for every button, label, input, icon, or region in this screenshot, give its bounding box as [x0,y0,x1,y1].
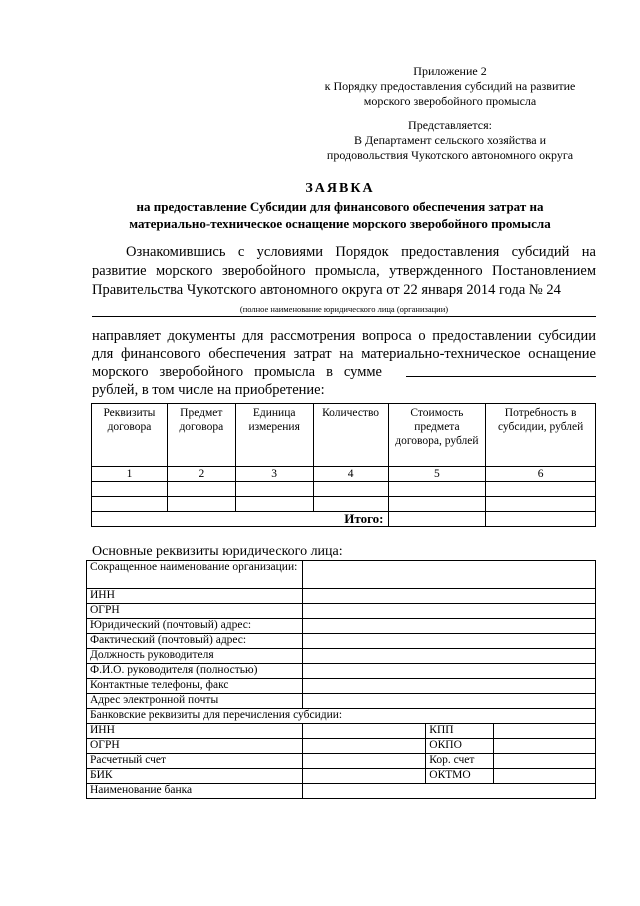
title-subline: материально-техническое оснащение морского зверобойного промысла [129,216,551,231]
requisite-label: Ф.И.О. руководителя (полностью) [87,664,303,679]
bank-label: Расчетный счет [87,754,303,769]
column-header: Единица измерения [235,404,313,467]
bank-row [87,769,596,784]
requisite-row [87,619,596,634]
column-number: 6 [486,467,596,482]
appendix-line: к Порядку предоставления субсидий на развитие [324,79,576,93]
requisite-row [87,679,596,694]
table-cell[interactable] [486,497,596,512]
table-cell[interactable] [92,497,168,512]
requisite-row [87,649,596,664]
intro-line: Правительства Чукотского автономного округа от 22 января 2014 года № 24 [92,282,561,298]
intro-line: Ознакомившись с условиями Порядок предоставления субсидий на [126,244,596,260]
requisite-value[interactable] [302,694,595,709]
requisite-label: Юридический (почтовый) адрес: [87,619,303,634]
submitted-line: продовольствия Чукотского автономного округа [326,148,574,162]
requisite-label: Адрес электронной почты [87,694,303,709]
requisite-label: ОГРН [87,604,303,619]
requisite-row [87,589,596,604]
intro-paragraph [92,243,596,300]
requisites-table [86,560,596,799]
bank-title-row [87,709,596,724]
requisite-label: Контактные телефоны, факс [87,679,303,694]
bank-value[interactable] [494,754,596,769]
bank-name-label: Наименование банка [87,784,303,799]
bank-row [87,724,596,739]
table-cell[interactable] [167,482,235,497]
bank-value[interactable] [302,769,426,784]
bank-value[interactable] [302,739,426,754]
total-row [92,512,596,527]
requisite-value[interactable] [302,649,595,664]
body-line: морского зверобойного промысла в сумме [92,364,382,380]
column-header: Предмет договора [167,404,235,467]
table-number-row [92,467,596,482]
bank-label: ОГРН [87,739,303,754]
requisite-label: Сокращенное наименование организации: [87,561,303,589]
body-line: рублей, в том числе на приобретение: [92,382,325,398]
requisite-row [87,634,596,649]
bank-requisites-title: Банковские реквизиты для перечисления субсидии: [87,709,596,724]
body-paragraph [92,327,596,399]
requisite-value[interactable] [302,619,595,634]
bank-value[interactable] [494,769,596,784]
total-subsidy-cell[interactable] [486,512,596,527]
body-line: для финансового обеспечения затрат на материально-техническое оснащение [92,346,596,362]
column-header: Стоимость предмета договора, рублей [388,404,486,467]
table-cell[interactable] [388,497,486,512]
table-cell[interactable] [235,482,313,497]
bank-label: КПП [426,724,494,739]
column-number: 4 [313,467,388,482]
column-header: Реквизиты договора [92,404,168,467]
table-row[interactable] [92,482,596,497]
bank-row [87,739,596,754]
column-number: 3 [235,467,313,482]
column-header: Количество [313,404,388,467]
intro-line: развитие морского зверобойного промысла, утвержденного Постановлением [92,263,596,279]
submitted-to-block [300,118,600,163]
bank-name-value[interactable] [302,784,595,799]
requisite-row [87,561,596,589]
sum-field-line[interactable] [406,376,596,377]
requisite-value[interactable] [302,679,595,694]
body-line: направляет документы для рассмотрения вопроса о предоставлении субсидии [92,328,596,344]
table-cell[interactable] [486,482,596,497]
bank-row [87,754,596,769]
bank-label: Кор. счет [426,754,494,769]
appendix-line: морского зверобойного промысла [363,94,537,108]
requisite-value[interactable] [302,561,595,589]
table-cell[interactable] [313,497,388,512]
appendix-line: Приложение 2 [413,64,487,78]
requisite-value[interactable] [302,604,595,619]
table-row[interactable] [92,497,596,512]
bank-label: ОКТМО [426,769,494,784]
table-cell[interactable] [167,497,235,512]
purchase-table [91,403,596,527]
requisites-title: Основные реквизиты юридического лица: [92,544,343,559]
total-label: Итого: [92,512,389,527]
requisite-label: Должность руководителя [87,649,303,664]
total-cost-cell[interactable] [388,512,486,527]
requisite-value[interactable] [302,634,595,649]
table-cell[interactable] [92,482,168,497]
column-number: 2 [167,467,235,482]
requisite-label: Фактический (почтовый) адрес: [87,634,303,649]
requisite-label: ИНН [87,589,303,604]
requisite-row [87,694,596,709]
column-number: 5 [388,467,486,482]
column-header: Потребность в субсидии, рублей [486,404,596,467]
bank-label: БИК [87,769,303,784]
submitted-line: В Департамент сельского хозяйства и [353,133,547,147]
table-cell[interactable] [313,482,388,497]
bank-name-row [87,784,596,799]
org-name-caption: (полное наименование юридического лица (организации) [239,304,449,314]
bank-label: ИНН [87,724,303,739]
bank-value[interactable] [302,754,426,769]
bank-label: ОКПО [426,739,494,754]
title-main: ЗАЯВКА [305,181,375,196]
requisite-row [87,664,596,679]
table-cell[interactable] [388,482,486,497]
column-number: 1 [92,467,168,482]
appendix-block [300,64,600,109]
org-name-line [92,316,596,317]
document-title [80,180,600,232]
bank-value[interactable] [494,739,596,754]
bank-value[interactable] [494,724,596,739]
submitted-line: Представляется: [408,118,492,132]
bank-value[interactable] [302,724,426,739]
title-subline: на предоставление Субсидии для финансового обеспечения затрат на [136,199,544,214]
table-cell[interactable] [235,497,313,512]
requisite-row [87,604,596,619]
requisite-value[interactable] [302,589,595,604]
requisite-value[interactable] [302,664,595,679]
table-header-row [92,404,596,467]
